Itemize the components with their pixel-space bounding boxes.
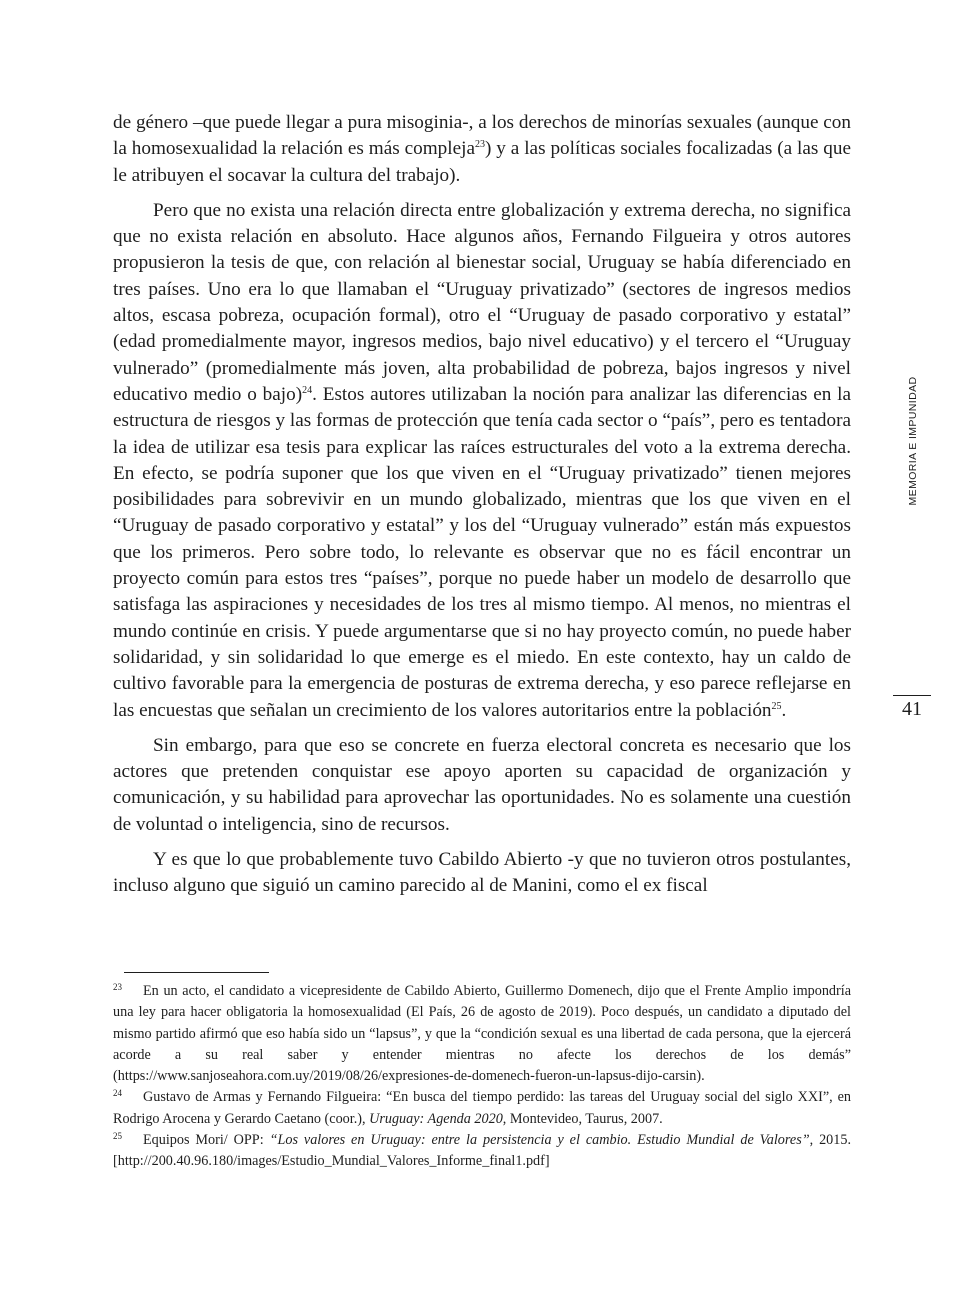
paragraph-4: Y es que lo que probablemente tuvo Cabildo Abierto -y que no tuvieron otros postulantes, incluso alguno que siguió un camino parecido al de Manini, como el ex fiscal — [113, 849, 851, 897]
running-head — [903, 368, 923, 514]
paragraph-2: Pero que no exista una relación directa entre globalización y extrema derecha, no significa que no exista relación en absoluto. Hace algunos años, Fernando Filgueira y otros autores propusieron la tesis de que, con relación al bienestar social, Uruguay se había diferenciado en tres países. Uno era lo que llamaban el “Uruguay privatizado” (sectores de ingresos medios altos, escasa pobreza, ocupación formal), otro el “Uruguay de pasado corporativo y estatal” (edad promedialmente mayor, ingresos medios, bajo nivel educativo) y el tercero el “Uruguay vulnerado” (promedialmente más joven, alta probabilidad de pobreza, bajos ingresos y nivel educativo medio o bajo)$^{24}$. Estos autores utilizaban la noción para analizar las diferencias en la estructura de riesgos y las formas de protección que tenía cada sector o “país”, pero es tentadora la idea de utilizar esa tesis para explicar las raíces estructurales del voto a la extrema derecha. En efecto, se podría suponer que los que viven en el “Uruguay privatizado” tienen mejores posibilidades para sobrevivir en un mundo globalizado, mientras que los que viven en el “Uruguay de pasado corporativo y estatal” y los del “Uruguay vulnerado” están más expuestos que los primeros. Pero sobre todo, lo relevante es observar que no es fácil encontrar un proyecto común para estos tres “países”, porque no puede haber un modelo de desarrollo que satisfaga las aspiraciones y necesidades de los tres al mismo tiempo. Al menos, no mientras el mundo continúe en crisis. Y puede argumentarse que si no hay proyecto común, no puede haber solidaridad, y sin solidaridad lo que emerge es el miedo. En este contexto, hay un caldo de cultivo favorable para la emergencia de posturas de extrema derecha, y eso parece reflejarse en las encuestas que señalan un crecimiento de los valores autoritarios entre la población$^{25}$. — [113, 199, 851, 721]
footnote-ref-24[interactable]: 24 — [302, 384, 313, 396]
footnote-23: 23 En un acto, el candidato a vicepresidente de Cabildo Abierto, Guillermo Domenech, dijo que el Frente Amplio impondría una ley para hacer obligatoria la homosexualidad (El País, 26 de agosto de 2019). Poco después, un candidato a diputado del mismo partido afirmó que eso había sido un “lapsus”, y que la “condición sexual es una libertad de cada persona, que la ejercerá acorde a su real saber y entender mientras no afecte los derechos de los demás” (https://www.sanjoseahora.com.uy/2019/08/26/expresiones-de-domenech-fueron-un-lapsus-dijo-carsin). — [113, 982, 851, 1085]
footnote-ref-23[interactable]: 23 — [474, 139, 485, 151]
footnote-separator — [124, 972, 269, 973]
paragraph-1: de género –que puede llegar a pura misoginia-, a los derechos de minorías sexuales (aunque con la homosexualidad la relación es más compleja$^{23}$) y a las políticas sociales focalizadas (a las que le atribuyen el socavar la cultura del trabajo). — [113, 112, 851, 186]
footnote-24: 24 Gustavo de Armas y Fernando Filgueira: “En busca del tiempo perdido: las tareas del Uruguay social del siglo XXI”, en Rodrigo Arocena y Gerardo Caetano (coor.), Uruguay: Agenda 2020, Montevideo, Taurus, 2007. — [113, 1088, 851, 1127]
page-number-rule — [893, 695, 931, 696]
footnote-ref-25[interactable]: 25 — [771, 700, 782, 712]
footnote-25: 25 Equipos Mori/ OPP: “Los valores en Uruguay: entre la persistencia y el cambio. Estudio Mundial de Valores”, 2015. [http://200.40.96.180/images/Estudio_Mundial_Valores_Informe_final1.pdf] — [113, 1131, 852, 1170]
page-number: 41 — [902, 698, 922, 720]
paragraph-3: Sin embargo, para que eso se concrete en fuerza electoral concreta es necesario que los actores que pretenden conquistar ese apoyo aporten su capacidad de organización y comunicación, y su habilidad para aprovechar las oportunidades. No es solamente una cuestión de voluntad o inteligencia, sino de recursos. — [113, 734, 851, 835]
footnotes — [113, 981, 851, 1173]
running-head-text: MEMORIA E IMPUNIDAD — [907, 376, 919, 506]
body-text — [113, 110, 851, 900]
